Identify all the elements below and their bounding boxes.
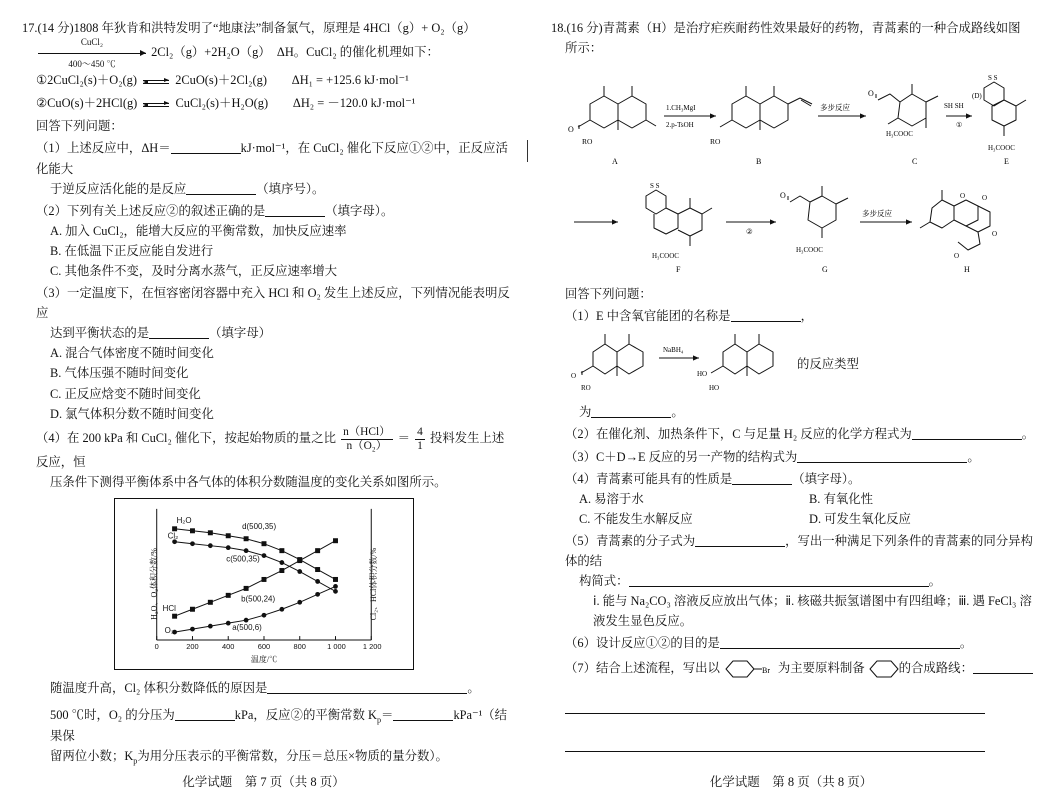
q17-p1-d: （填序号）。 (256, 181, 325, 196)
chart-label-h2o: H₂O (176, 516, 192, 526)
q18-p4-options-row-2 (551, 509, 1039, 529)
mech2-right: CuCl₂(s)＋H₂O(g) ΔH₂ = －120.0 kJ·mol⁻¹ (175, 96, 416, 111)
answer-blank[interactable] (797, 451, 967, 463)
q17-p6-a: 500 ℃时，O₂ 的分压为 (50, 707, 175, 722)
q18-answer-line-2 (551, 736, 1039, 756)
svg-text:O: O (982, 194, 988, 203)
q18-p1-c: 的反应类型 (797, 357, 859, 372)
q18-part-5 (551, 531, 1039, 571)
q18-stem-cont: 所示： (565, 41, 603, 56)
scheme1-label-A: A (612, 157, 618, 167)
ratio-fraction-1 (341, 426, 392, 453)
answer-blank[interactable] (393, 709, 453, 721)
svg-text:多步反应: 多步反应 (820, 103, 850, 113)
q17-part-1 (22, 138, 511, 178)
answer-blank[interactable] (720, 638, 960, 650)
q18-p5-c: 构简式： (579, 574, 629, 589)
q18-p7-a: （7）结合上述流程，写出以 (565, 661, 720, 676)
q17-part-6-cont: 留两位小数；$K_p$为用分压表示的平衡常数，分压＝总压×物质的量分数）。 (50, 749, 448, 766)
answer-blank[interactable] (267, 683, 467, 695)
answer-blank[interactable] (265, 205, 325, 217)
q17-p6-b: kPa，反应②的平衡常数 K (234, 707, 377, 722)
answer-blank[interactable] (186, 183, 256, 195)
svg-text:NaBH₄: NaBH₄ (663, 346, 684, 355)
left-column (0, 0, 527, 800)
svg-text:O: O (868, 89, 874, 99)
q17-p1-c: 于逆反应活化能的是反应 (50, 181, 187, 196)
q17-equation-right: 2Cl₂（g）+2H₂O（g） ΔH。CuCl₂ 的催化机理如下： (151, 45, 439, 60)
chart-ylabel-right: Cl₂、HCl体积分数/% (369, 548, 379, 621)
q18-p6-b: 。 (959, 636, 973, 651)
answer-blank[interactable] (912, 429, 1022, 441)
q18-stem: 青蒿素（H）是治疗疟疾耐药性效果最好的药物，青蒿素的一种合成路线如图 (602, 21, 1021, 35)
q18-p2-b: 。 (1021, 427, 1035, 442)
answer-blank[interactable] (171, 143, 241, 155)
svg-text:H₃COOC: H₃COOC (988, 144, 1015, 153)
synthesis-scheme-row-2 (551, 178, 1039, 278)
q17-p2-option-c: C. 其他条件不变，及时分离水蒸气，正反应速率增大 (50, 264, 338, 278)
scheme2-structures (560, 178, 1030, 278)
svg-text:S S: S S (650, 182, 660, 191)
q18-p1-e: 。 (671, 405, 684, 420)
ratio-num: n（HCl） (343, 425, 391, 438)
svg-text:O: O (954, 252, 960, 261)
nabh4-arrow (659, 356, 699, 361)
q17-part-1-cont (22, 179, 511, 199)
mech1-left: ①2CuCl₂(s)＋O₂(g) (36, 73, 137, 88)
q18-stem-line (551, 18, 1039, 38)
answer-blank[interactable] (973, 663, 1033, 675)
answer-blank[interactable] (731, 310, 801, 322)
ratio-eq-den: 1 (417, 439, 423, 452)
answer-blank[interactable] (149, 328, 209, 340)
chart-ylabel-left: H₂O、O₂体积分数/% (149, 548, 159, 621)
q17-p6-c: kPa⁻¹（结果保 (50, 707, 508, 744)
q18-p5-b: ，写出一种满足下列条件的青蒿素的同分异构体的结 (565, 533, 1033, 569)
q18-p5-d: 。 (928, 574, 941, 589)
q17-stem-line (22, 18, 511, 38)
q18-p5-conditions-2: 液发生显色反应。 (593, 614, 693, 629)
q17-p3-tail: （填字母） (209, 326, 272, 341)
ratio-den: n（O₂） (346, 439, 388, 452)
svg-text:H₃COOC: H₃COOC (886, 130, 913, 139)
cyclohexane-structure (865, 656, 899, 682)
chart-label-cl2: Cl₂ (167, 532, 179, 542)
svg-text:RO: RO (582, 137, 593, 147)
q18-part-4 (551, 469, 1039, 489)
q17-mechanism-2 (22, 93, 511, 113)
svg-text:H₃COOC: H₃COOC (652, 252, 679, 261)
svg-text:②: ② (746, 227, 753, 237)
q17-p6-b2: ＝ (381, 707, 394, 722)
scheme1-structures (560, 64, 1030, 172)
q17-part-3: （3）一定温度下，在恒容密闭容器中充入 HCl 和 O₂ 发生上述反应，下列情况能表明反应 (36, 286, 510, 321)
q18-number: 18. (551, 21, 567, 35)
reagent-arrow-multistep (860, 220, 912, 225)
synthesis-scheme-row-1 (551, 64, 1039, 172)
scheme2-label-H: H (964, 265, 970, 275)
ratio-eq-num: 4 (417, 425, 423, 438)
svg-text:HO: HO (709, 384, 720, 393)
scheme1-label-E: E (1004, 157, 1009, 167)
reagent-arrow-2 (818, 114, 866, 119)
left-page-footer: 化学试题 第 7 页（共 8 页） (182, 775, 345, 789)
q17-p4-a: （4）在 200 kPa 和 CuCl₂ 催化下，按起始物质的量之比 (36, 430, 336, 445)
svg-text:1 200: 1 200 (362, 642, 382, 652)
svg-text:H₃COOC: H₃COOC (796, 246, 823, 255)
ratio-fraction-2 (415, 426, 425, 453)
q18-p5-conditions: ⅰ. 能与 Na₂CO₃ 溶液反应放出气体；ⅱ. 核磁共振氢谱图中有四组峰；ⅲ. 遇 FeCl₃ 溶 (593, 594, 1032, 609)
br-label: Br (761, 665, 770, 675)
q17-main-equation (22, 37, 511, 70)
q18-p4-option-a: A. 易溶于水 (579, 491, 644, 506)
answer-blank[interactable] (565, 702, 985, 714)
svg-text:RO: RO (710, 137, 721, 147)
q18-p1-d: 为 (579, 405, 592, 420)
q17-p3-option-b: B. 气体压强不随时间变化 (50, 366, 189, 381)
answer-blank[interactable] (591, 407, 671, 419)
q17-p1-a: （1）上述反应中，ΔH＝ (36, 141, 171, 156)
question-18 (551, 18, 1039, 756)
answer-blank[interactable] (565, 740, 985, 752)
q17-part-6: 500 ℃时，O₂ 的分压为 kPa，反应②的平衡常数 $K_p= kPa^{-1}$（结果保 (50, 707, 508, 744)
q17-p3-option-a: A. 混合气体密度不随时间变化 (50, 346, 214, 361)
q17-p3-option-d: D. 氯气体积分数不随时间变化 (50, 406, 214, 421)
q18-part-1-cont (551, 402, 1039, 422)
q17-part-3-cont (22, 323, 511, 343)
svg-text:200: 200 (186, 642, 199, 652)
q17-p2-tail: （填字母）。 (325, 203, 394, 218)
q18-p1-a: （1）E 中含氧官能团的名称是 (565, 309, 731, 324)
answer-blank[interactable] (175, 709, 235, 721)
gas-fraction-chart (114, 498, 414, 670)
svg-text:400: 400 (222, 642, 235, 652)
q17-p5-a: 随温度升高，Cl₂ 体积分数降低的原因是 (50, 681, 268, 696)
q18-p4-option-b: B. 有氧化性 (809, 491, 874, 506)
q18-answer-prompt: 回答下列问题： (565, 287, 652, 302)
chart-point-c: c(500,35) (226, 555, 260, 565)
q18-part-5-cont (551, 571, 1039, 591)
chart-xlabel: 温度/℃ (250, 654, 278, 664)
svg-text:S S: S S (988, 74, 998, 83)
q17-part-2 (22, 201, 511, 221)
chart-label-o2: O₂ (164, 626, 174, 636)
q18-p4-a: （4）青蒿素可能具有的性质是 (565, 471, 733, 486)
svg-text:HO: HO (697, 370, 708, 379)
q18-p6-a: （6）设计反应①②的目的是 (565, 636, 720, 651)
q18-p4-option-d: D. 可发生氧化反应 (809, 511, 911, 526)
q17-part-5 (22, 678, 511, 698)
q17-p2-option-a: A. 加入 CuCl₂，能增大反应的平衡常数，加快反应速率 (50, 223, 347, 238)
svg-text:SH SH: SH SH (944, 102, 964, 111)
q17-p6-d2: 为用分压表示的平衡常数，分压＝总压×物质的量分数）。 (137, 749, 448, 764)
answer-blank[interactable] (732, 473, 792, 485)
q17-mechanism-1 (22, 70, 511, 90)
q18-p4-option-c: C. 不能发生水解反应 (579, 511, 693, 526)
right-page-footer: 化学试题 第 8 页（共 8 页） (709, 775, 873, 789)
chart-plot-area (115, 499, 413, 670)
q18-part-6 (551, 633, 1039, 653)
svg-text:1.CH₃MgI: 1.CH₃MgI (666, 104, 696, 113)
scheme2-label-F: F (676, 265, 681, 275)
q18-p3-a: （3）C＋D→E 反应的另一产物的结构式为 (565, 449, 798, 464)
q17-p4-b: 投料发生上述反应，恒 (36, 430, 505, 470)
svg-text:800: 800 (293, 642, 306, 652)
q17-p3-option-c: C. 正反应焓变不随时间变化 (50, 386, 201, 401)
equilibrium-arrow-icon (143, 75, 169, 87)
equilibrium-arrow-icon (143, 98, 169, 110)
scheme2-lead-arrow (574, 220, 618, 225)
q18-part-7 (551, 656, 1039, 682)
q17-part-4-cont: 压条件下测得平衡体系中各气体的体积分数随温度的变化关系如图所示。 (50, 475, 447, 490)
q18-part-1 (551, 306, 1039, 402)
chart-point-a: a(500,6) (232, 623, 262, 633)
q18-part-2 (551, 424, 1039, 444)
q18-p2-a: （2）在催化剂、加热条件下，C 与足量 H₂ 反应的化学方程式为 (565, 427, 912, 442)
q17-part-4: （4）在 200 kPa 和 CuCl₂ 催化下，按起始物质的量之比 $\frac{\text{n（HCl）}}{\text{n（O₂）}}$ ＝ $\frac{4}{1}$ 投料发生上述反应，恒 (36, 425, 505, 470)
q18-p7-mid: 为主要原料制备 (777, 661, 865, 676)
catalyst-arrow-bottom: 400～450 ℃ (68, 59, 116, 70)
q17-score: (14 分) (37, 21, 74, 35)
mech2-left: ②CuO(s)＋2HCl(g) (36, 96, 138, 111)
catalyst-arrow (38, 37, 146, 70)
scheme2-label-G: G (822, 265, 828, 275)
q18-score: (16 分) (566, 21, 603, 35)
right-column (527, 0, 1055, 800)
bromocyclohexane-structure (720, 656, 778, 682)
svg-text:①: ① (956, 121, 963, 130)
q18-p7-tail: 的合成路线： (898, 661, 973, 676)
q18-part-3 (551, 447, 1039, 467)
mech1-right: 2CuO(s)＋2Cl₂(g) ΔH₁ = +125.6 kJ·mol⁻¹ (175, 73, 409, 88)
svg-text:600: 600 (257, 642, 271, 652)
reagent-arrow-step2 (726, 220, 776, 225)
question-17 (22, 18, 511, 768)
q17-p2: （2）下列有关上述反应②的叙述正确的是 (36, 203, 266, 218)
q17-p3-b: 达到平衡状态的是 (50, 326, 150, 341)
svg-text:O: O (992, 230, 998, 239)
q18-p3-b: 。 (967, 449, 980, 464)
svg-text:1 000: 1 000 (327, 642, 346, 652)
q17-p5-b: 。 (467, 681, 480, 696)
svg-text:O: O (960, 192, 966, 201)
q17-number: 17. (22, 21, 38, 35)
q18-p1-b: ， (800, 309, 813, 324)
scheme1-label-B: B (756, 157, 762, 167)
catalyst-arrow-top: CuCl₂ (80, 37, 104, 48)
svg-text:O: O (571, 372, 577, 381)
q17-p2-option-b: B. 在低温下正反应能自发进行 (50, 243, 214, 258)
q17-p1-b: kJ·mol⁻¹，在 CuCl₂ 催化下反应①②中，正反应活化能大 (36, 141, 508, 176)
chart-point-b: b(500,24) (241, 594, 276, 604)
svg-text:2.p-TsOH: 2.p-TsOH (666, 121, 694, 130)
q18-answer-line-1 (551, 698, 1039, 718)
q17-answer-prompt: 回答下列问题： (36, 119, 123, 134)
scheme1-label-C: C (912, 157, 918, 167)
reduction-reaction-inline (565, 326, 797, 402)
svg-text:O: O (780, 191, 786, 201)
chart-label-hcl: HCl (162, 604, 176, 614)
reagent-arrow-1 (664, 114, 716, 119)
q17-stem: 1808 年狄肯和洪特发明了“地康法”制备氯气，原理是 4HCl（g）+ O₂（g） (73, 21, 476, 35)
answer-blank[interactable] (629, 575, 929, 587)
reagent-arrow-3 (946, 114, 972, 119)
answer-blank[interactable] (695, 535, 785, 547)
svg-text:(D): (D) (972, 92, 982, 101)
q17-p6-d: 留两位小数；K (50, 749, 134, 764)
chart-point-d: d(500,35) (242, 522, 277, 532)
q18-p5-a: （5）青蒿素的分子式为 (565, 533, 696, 548)
svg-text:多步反应: 多步反应 (862, 209, 892, 219)
q18-p4-options-row-1 (551, 489, 1039, 509)
svg-text:0: 0 (154, 642, 159, 652)
svg-text:RO: RO (581, 384, 591, 393)
svg-text:O: O (568, 125, 574, 135)
q18-p4-b: （填字母）。 (792, 471, 861, 486)
